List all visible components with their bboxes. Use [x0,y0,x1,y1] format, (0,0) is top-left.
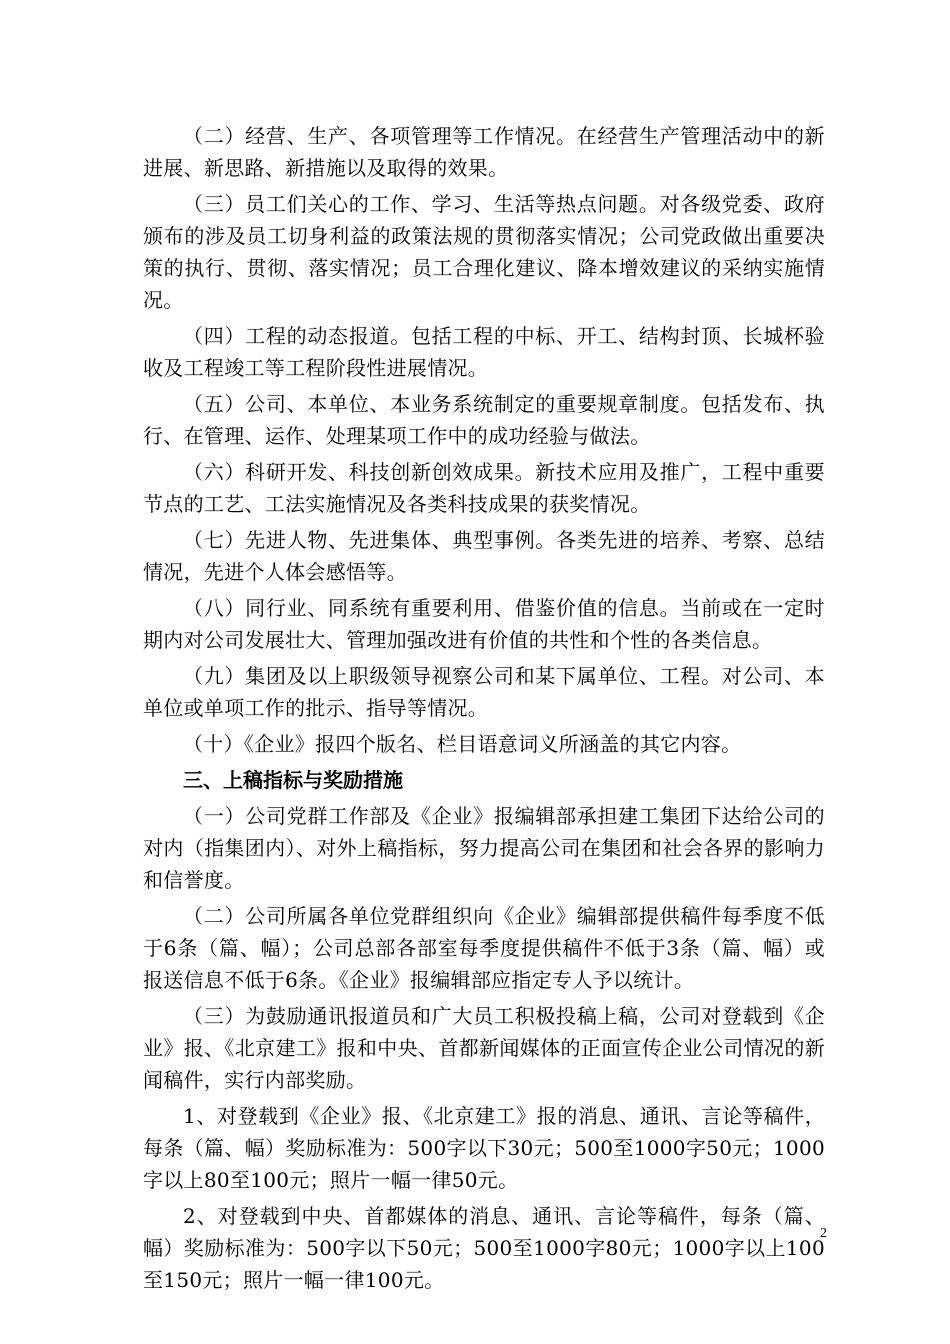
paragraph-quota-1: （一）公司党群工作部及《企业》报编辑部承担建工集团下达给公司的对内（指集团内）、对外上稿指标，努力提高公司在集团和社会各界的影响力和信誉度。 [143,804,825,892]
paragraph-item-6: （六）科研开发、科技创新创效成果。新技术应用及推广，工程中重要节点的工艺、工法实施情况及各类科技成果的获奖情况。 [143,460,825,516]
paragraph-item-9: （九）集团及以上职级领导视察公司和某下属单位、工程。对公司、本单位或单项工作的批示、指导等情况。 [143,664,825,720]
paragraph-reward-standard-1: 1、对登载到《企业》报、《北京建工》报的消息、通讯、言论等稿件，每条（篇、幅）奖励标准为：500字以下30元；500至1000字50元；1000字以上80至100元；照片一幅一律50元。 [143,1104,825,1192]
paragraph-item-2: （二）经营、生产、各项管理等工作情况。在经营生产管理活动中的新进展、新思路、新措施以及取得的效果。 [143,124,825,180]
paragraph-item-4: （四）工程的动态报道。包括工程的中标、开工、结构封顶、长城杯验收及工程竣工等工程阶段性进展情况。 [143,324,825,380]
paragraph-item-3: （三）员工们关心的工作、学习、生活等热点问题。对各级党委、政府颁布的涉及员工切身利益的政策法规的贯彻落实情况；公司党政做出重要决策的执行、贯彻、落实情况；员工合理化建议、降本增效建议的采纳实施情况。 [143,192,825,312]
paragraph-quota-2: （二）公司所属各单位党群组织向《企业》编辑部提供稿件每季度不低于6条（篇、幅）；公司总部各部室每季度提供稿件不低于3条（篇、幅）或报送信息不低于6条。《企业》报编辑部应指定专人予以统计。 [143,904,825,992]
paragraph-item-10: （十）《企业》报四个版名、栏目语意词义所涵盖的其它内容。 [183,732,742,756]
document-body [143,120,825,1300]
paragraph-item-7: （七）先进人物、先进集体、典型事例。各类先进的培养、考察、总结情况，先进个人体会感悟等。 [143,528,825,584]
paragraph-reward-3: （三）为鼓励通讯报道员和广大员工积极投稿上稿，公司对登载到《企业》报、《北京建工》报和中央、首都新闻媒体的正面宣传企业公司情况的新闻稿件，实行内部奖励。 [143,1004,825,1092]
paragraph-reward-standard-2: 2、对登载到中央、首都媒体的消息、通讯、言论等稿件，每条（篇、幅）奖励标准为：500字以下50元；500至1000字80元；1000字以上100至150元；照片一幅一律100元。 [143,1204,825,1292]
page-number: 2 [820,1226,827,1241]
paragraph-item-5: （五）公司、本单位、本业务系统制定的重要规章制度。包括发布、执行、在管理、运作、处理某项工作中的成功经验与做法。 [143,392,825,448]
section-heading: 三、上稿指标与奖励措施 [183,768,403,792]
paragraph-item-8: （八）同行业、同系统有重要利用、借鉴价值的信息。当前或在一定时期内对公司发展壮大、管理加强改进有价值的共性和个性的各类信息。 [143,596,825,652]
